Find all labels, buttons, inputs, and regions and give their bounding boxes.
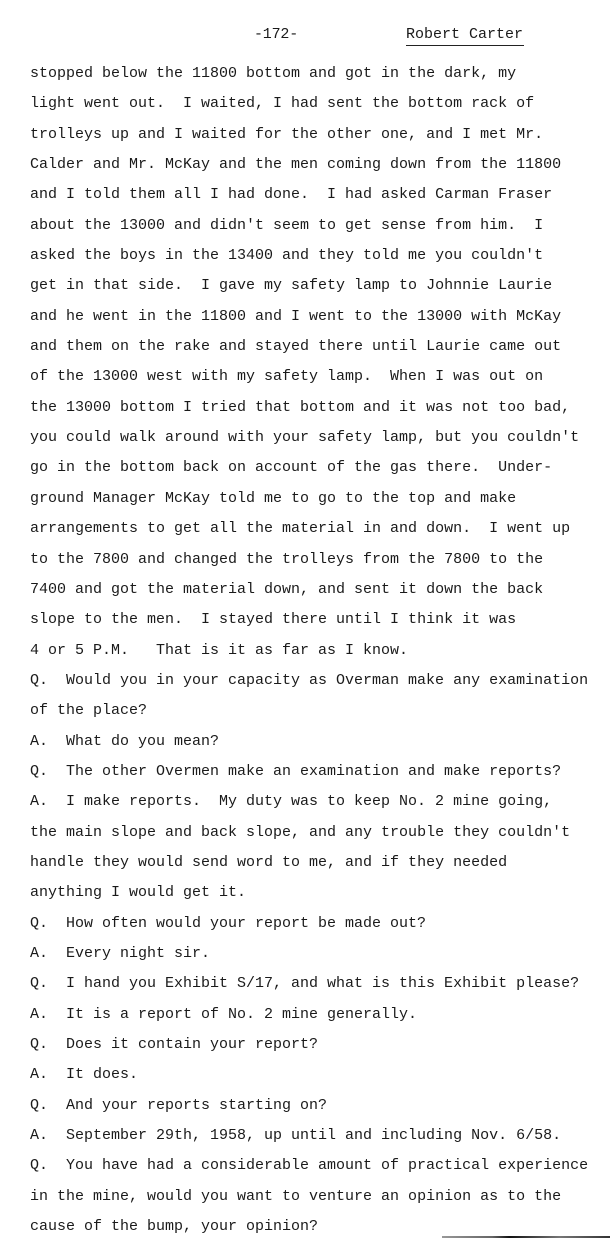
transcript-line (30, 271, 610, 301)
line-text: Calder and Mr. McKay and the men coming down from the 11800 (30, 156, 562, 174)
line-text: handle they would send word to me, and if they needed (30, 853, 508, 871)
transcript-line (30, 423, 610, 453)
line-text: Does it contain your report? (66, 1036, 319, 1053)
answer-line (30, 939, 610, 969)
line-text: arrangements to get all the material in and down. I went up (30, 520, 571, 538)
answer-line (30, 1060, 610, 1090)
answer-marker: A. (30, 1066, 49, 1084)
question-line (30, 666, 610, 696)
line-text: stopped below the 11800 bottom and got in the dark, my (30, 65, 517, 82)
question-line (30, 909, 610, 939)
transcript-line (30, 696, 610, 726)
line-text: you could walk around with your safety lamp, but you couldn't (30, 429, 580, 447)
transcript-line (30, 180, 610, 210)
line-text: and he went in the 11800 and I went to the 13000 with McKay (30, 307, 562, 325)
transcript-line (30, 302, 610, 332)
line-text: The other Overmen make an examination and make reports? (66, 762, 562, 780)
question-marker: Q. (30, 1036, 49, 1053)
line-text: 7400 and got the material down, and sent it down the back (30, 580, 544, 598)
transcript-line (30, 362, 610, 392)
line-text: the 13000 bottom I tried that bottom and it was not too bad, (30, 398, 571, 416)
line-text: Would you in your capacity as Overman make any examination (66, 671, 589, 689)
transcript-line (30, 878, 610, 908)
answer-line (30, 1000, 610, 1030)
transcript-line (30, 636, 610, 666)
question-marker: Q. (30, 914, 49, 932)
line-text: to the 7800 and changed the trolleys from the 7800 to the (30, 550, 544, 568)
question-marker: Q. (30, 975, 49, 993)
line-text: asked the boys in the 13400 and they told me you couldn't (30, 247, 544, 265)
line-text: go in the bottom back on account of the gas there. Under- (30, 459, 553, 477)
answer-marker: A. (30, 793, 49, 811)
answer-marker: A. (30, 1005, 49, 1023)
transcript-body (30, 59, 610, 1242)
transcript-line (30, 818, 610, 848)
line-text: I hand you Exhibit S/17, and what is this Exhibit please? (66, 975, 580, 993)
transcript-line (30, 605, 610, 635)
line-text: I make reports. My duty was to keep No. 2 mine going, (66, 793, 553, 811)
line-text: It does. (66, 1066, 139, 1084)
page-number: -172- (254, 26, 299, 43)
line-text: the main slope and back slope, and any trouble they couldn't (30, 823, 571, 841)
line-text: about the 13000 and didn't seem to get sense from him. I (30, 216, 544, 234)
question-marker: Q. (30, 762, 49, 780)
transcript-line (30, 59, 610, 89)
line-text: light went out. I waited, I had sent the bottom rack of (30, 95, 535, 113)
transcript-line (30, 89, 610, 119)
question-line (30, 1091, 610, 1121)
line-text: slope to the men. I stayed there until I think it was (30, 611, 517, 629)
line-text: And your reports starting on? (66, 1096, 328, 1114)
question-line (30, 757, 610, 787)
witness-name: Robert Carter (406, 26, 524, 46)
line-text: in the mine, would you want to venture an opinion as to the (30, 1187, 562, 1205)
question-marker: Q. (30, 1157, 49, 1175)
answer-line (30, 727, 610, 757)
transcript-line (30, 211, 610, 241)
transcript-line (30, 120, 610, 150)
question-line (30, 1030, 610, 1060)
line-text: trolleys up and I waited for the other one, and I met Mr. (30, 125, 544, 143)
transcript-line (30, 484, 610, 514)
question-line (30, 969, 610, 999)
transcript-line (30, 150, 610, 180)
line-text: Every night sir. (66, 944, 211, 962)
line-text: 4 or 5 P.M. That is it as far as I know. (30, 641, 409, 659)
transcript-line (30, 575, 610, 605)
answer-marker: A. (30, 1127, 49, 1145)
transcript-line (30, 332, 610, 362)
answer-line (30, 787, 610, 817)
transcript-line (30, 514, 610, 544)
transcript-line (30, 241, 610, 271)
line-text: cause of the bump, your opinion? (30, 1218, 319, 1236)
answer-marker: A. (30, 944, 49, 962)
question-marker: Q. (30, 671, 49, 689)
transcript-line (30, 393, 610, 423)
question-line (30, 1151, 610, 1181)
line-text: get in that side. I gave my safety lamp to Johnnie Laurie (30, 277, 553, 295)
line-text: You have had a considerable amount of practical experience (66, 1157, 589, 1175)
transcript-line (30, 453, 610, 483)
transcript-line (30, 1182, 610, 1212)
line-text: of the place? (30, 702, 148, 720)
line-text: and them on the rake and stayed there until Laurie came out (30, 338, 562, 356)
line-text: ground Manager McKay told me to go to the top and make (30, 489, 517, 507)
line-text: It is a report of No. 2 mine generally. (66, 1005, 418, 1023)
answer-marker: A. (30, 732, 49, 750)
line-text: of the 13000 west with my safety lamp. When I was out on (30, 368, 544, 386)
answer-line (30, 1121, 610, 1151)
line-text: September 29th, 1958, up until and including Nov. 6/58. (66, 1127, 562, 1145)
line-text: and I told them all I had done. I had asked Carman Fraser (30, 186, 553, 204)
line-text: anything I would get it. (30, 884, 247, 902)
line-text: What do you mean? (66, 732, 220, 750)
transcript-line (30, 545, 610, 575)
line-text: How often would your report be made out? (66, 914, 427, 932)
transcript-line (30, 848, 610, 878)
question-marker: Q. (30, 1096, 49, 1114)
